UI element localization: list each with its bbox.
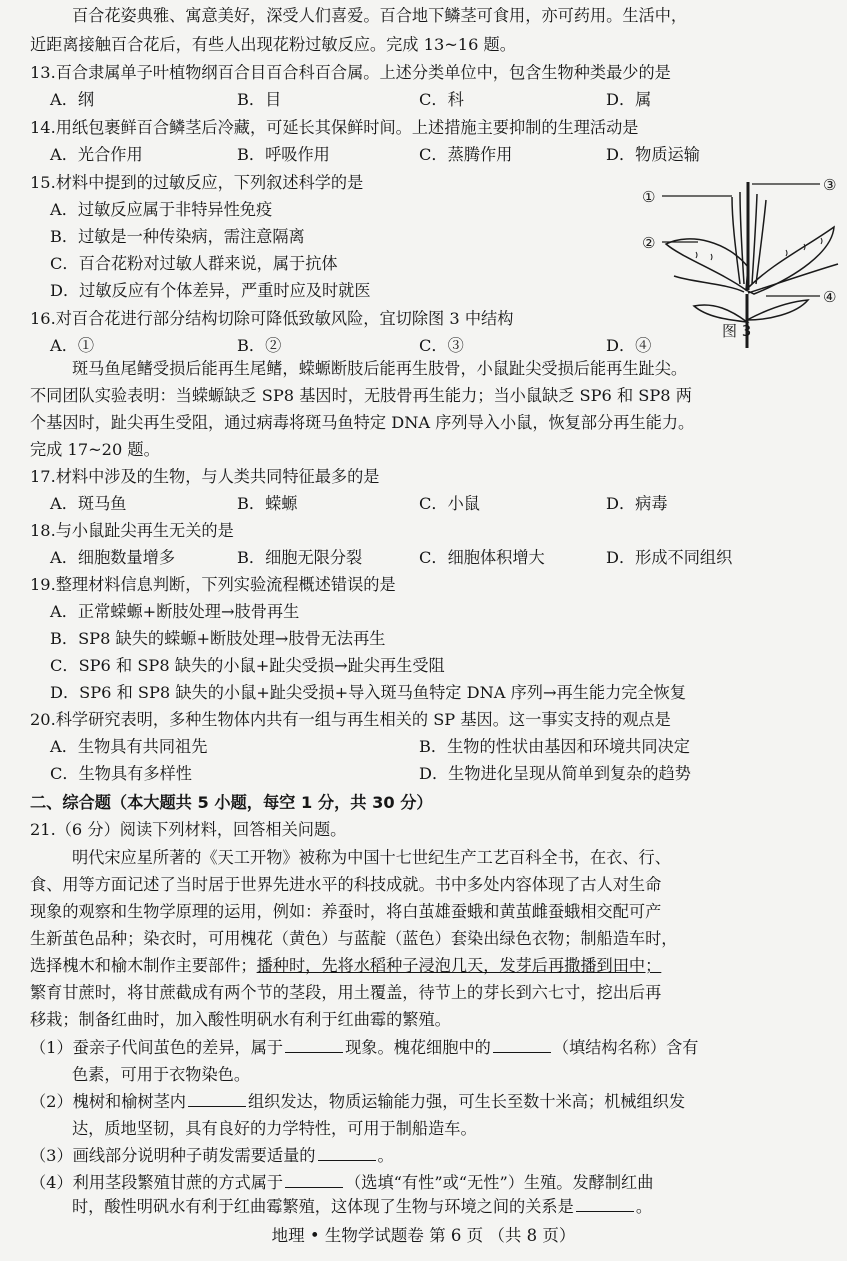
q20-option-d: D．生物进化呈现从简单到复杂的趋势: [419, 764, 691, 783]
q15-option-b: B．过敏是一种传染病，需注意隔离: [50, 227, 305, 246]
q17-option-a: A．斑马鱼: [50, 494, 127, 513]
q16-option-b: B．②: [237, 336, 282, 355]
q21-sub3-line1: [30, 1145, 394, 1167]
q21-material-line6: 繁育甘蔗时，将甘蔗截成有两个节的茎段，用土覆盖，待节上的芽长到六七寸，挖出后再: [30, 983, 662, 1002]
intro-regeneration-line2: 不同团队实验表明：当蝾螈缺乏 SP8 基因时，无肢骨再生能力；当小鼠缺乏 SP6 和 SP8 两: [30, 386, 692, 405]
q13-option-b: B．目: [237, 90, 282, 109]
q20-option-b: B．生物的性状由基因和环境共同决定: [419, 737, 690, 756]
q21-sub4-text-b: （选填“有性”或“无性”）生殖。发酵制红曲: [345, 1173, 654, 1192]
q21-sub4-text-a: （4）利用茎段繁殖甘蔗的方式属于: [30, 1173, 284, 1192]
q17-option-c: C．小鼠: [419, 494, 480, 513]
figure-label-2: ②: [642, 234, 656, 252]
q21-material-line5: [30, 955, 661, 977]
q21-sub4-line1: [30, 1172, 653, 1194]
q19-option-d: D．SP6 和 SP8 缺失的小鼠+趾尖受损+导入斑马鱼特定 DNA 序列→再生能力完全恢复: [50, 683, 687, 702]
q19-option-c: C．SP6 和 SP8 缺失的小鼠+趾尖受损→趾尖再生受阻: [50, 656, 445, 675]
q21-sub1-line2: 色素，可用于衣物染色。: [72, 1065, 251, 1084]
answer-blank-3[interactable]: [188, 1092, 246, 1107]
q18-option-d: D．形成不同组织: [606, 548, 733, 567]
q14-option-a: A．光合作用: [50, 145, 143, 164]
answer-blank-2[interactable]: [493, 1038, 551, 1053]
q15-option-a: A．过敏反应属于非特异性免疫: [50, 200, 273, 219]
q21-sub3-text-b: 。: [377, 1146, 394, 1165]
q21-underlined-sentence: 播种时，先将水稻种子浸泡几天，发芽后再撒播到田中；: [256, 956, 662, 975]
q20-option-c: C．生物具有多样性: [50, 764, 192, 783]
q21-sub4-text-c: 时，酸性明矾水有利于红曲霉繁殖，这体现了生物与环境之间的关系是: [72, 1197, 574, 1216]
q21-sub3-text-a: （3）画线部分说明种子萌发需要适量的: [30, 1146, 316, 1165]
q14-option-c: C．蒸腾作用: [419, 145, 513, 164]
q21-sub1-line1: [30, 1037, 699, 1059]
page-footer: 地理 • 生物学试题卷 第 6 页 （共 8 页）: [271, 1226, 576, 1245]
q21-material-line5-start: 选择槐木和榆木制作主要部件；: [30, 956, 257, 975]
q19-option-a: A．正常蝾螈+断肢处理→肢骨再生: [50, 602, 300, 621]
intro-lily-line1: 百合花姿典雅、寓意美好，深受人们喜爱。百合地下鳞茎可食用，亦可药用。生活中，: [72, 6, 688, 25]
intro-lily-line2: 近距离接触百合花后，有些人出现花粉过敏反应。完成 13~16 题。: [30, 35, 516, 54]
q20-option-a: A．生物具有共同祖先: [50, 737, 208, 756]
question-13-stem: 13.百合隶属单子叶植物纲百合目百合科百合属。上述分类单位中，包含生物种类最少的是: [30, 63, 671, 82]
figure-caption: 图 3: [722, 322, 752, 340]
q13-option-a: A．纲: [50, 90, 95, 109]
question-20-stem: 20.科学研究表明，多种生物体内共有一组与再生相关的 SP 基因。这一事实支持的观点是: [30, 710, 671, 729]
q21-sub4-text-d: 。: [635, 1197, 652, 1216]
q16-option-c: C．③: [419, 336, 464, 355]
intro-regeneration-line1: 斑马鱼尾鳍受损后能再生尾鳍，蝾螈断肢后能再生肢骨，小鼠趾尖受损后能再生趾尖。: [72, 359, 688, 378]
figure-label-1: ①: [642, 188, 656, 206]
q21-sub1-text-c: （填结构名称）含有: [552, 1038, 699, 1057]
q21-material-line1: 明代宋应星所著的《天工开物》被称为中国十七世纪生产工艺百科全书，在衣、行、: [72, 848, 671, 867]
q21-sub2-text-b: 组织发达，物质运输能力强，可生长至数十米高；机械组织发: [248, 1092, 686, 1111]
q21-sub2-line2: 达，质地坚韧，具有良好的力学特性，可用于制船造车。: [72, 1119, 477, 1138]
q18-option-a: A．细胞数量增多: [50, 548, 176, 567]
q21-sub4-line2: [72, 1196, 652, 1218]
q16-option-a: A．①: [50, 336, 95, 355]
q15-option-c: C．百合花粉对过敏人群来说，属于抗体: [50, 254, 338, 273]
q21-material-line4: 生新茧色品种；染衣时，可用槐花（黄色）与蓝靛（蓝色）套染出绿色衣物；制船造车时，: [30, 929, 678, 948]
question-19-stem: 19.整理材料信息判断，下列实验流程概述错误的是: [30, 575, 396, 594]
q17-option-b: B．蝾螈: [237, 494, 298, 513]
q21-material-line2: 食、用等方面记述了当时居于世界先进水平的科技成就。书中多处内容体现了古人对生命: [30, 875, 662, 894]
q14-option-b: B．呼吸作用: [237, 145, 330, 164]
q21-material-line3: 现象的观察和生物学原理的运用，例如：养蚕时，将白茧雄蚕蛾和黄茧雌蚕蛾相交配可产: [30, 902, 662, 921]
q13-option-d: D．属: [606, 90, 652, 109]
question-17-stem: 17.材料中涉及的生物，与人类共同特征最多的是: [30, 467, 380, 486]
question-14-stem: 14.用纸包裹鲜百合鳞茎后冷藏，可延长其保鲜时间。上述措施主要抑制的生理活动是: [30, 118, 639, 137]
intro-regeneration-line3: 个基因时，趾尖再生受阻，通过病毒将斑马鱼特定 DNA 序列导入小鼠，恢复部分再生能力。: [30, 413, 695, 432]
q16-option-d: D．④: [606, 336, 652, 355]
figure-label-4: ④: [823, 288, 837, 306]
question-16-stem: 16.对百合花进行部分结构切除可降低致敏风险，宜切除图 3 中结构: [30, 309, 514, 328]
question-15-stem: 15.材料中提到的过敏反应，下列叙述科学的是: [30, 173, 364, 192]
q13-option-c: C．科: [419, 90, 464, 109]
q18-option-b: B．细胞无限分裂: [237, 548, 363, 567]
q21-sub2-line1: [30, 1091, 685, 1113]
intro-regeneration-line4: 完成 17~20 题。: [30, 440, 160, 459]
q19-option-b: B．SP8 缺失的蝾螈+断肢处理→肢骨无法再生: [50, 629, 386, 648]
q18-option-c: C．细胞体积增大: [419, 548, 545, 567]
q21-sub1-text-b: 现象。槐花细胞中的: [345, 1038, 491, 1057]
question-18-stem: 18.与小鼠趾尖再生无关的是: [30, 521, 234, 540]
q15-option-d: D．过敏反应有个体差异，严重时应及时就医: [50, 281, 371, 300]
section-2-heading: 二、综合题（本大题共 5 小题，每空 1 分，共 30 分）: [30, 793, 433, 812]
answer-blank-6[interactable]: [576, 1197, 634, 1212]
q21-sub2-text-a: （2）槐树和榆树茎内: [30, 1092, 186, 1111]
q17-option-d: D．病毒: [606, 494, 668, 513]
figure-label-3: ③: [823, 176, 837, 194]
answer-blank-5[interactable]: [285, 1173, 343, 1188]
answer-blank-4[interactable]: [318, 1146, 376, 1161]
question-21-stem: 21.（6 分）阅读下列材料，回答相关问题。: [30, 820, 347, 839]
answer-blank-1[interactable]: [285, 1038, 343, 1053]
q21-material-line7: 移栽；制备红曲时，加入酸性明矾水有利于红曲霉的繁殖。: [30, 1010, 451, 1029]
q21-sub1-text-a: （1）蚕亲子代间茧色的差异，属于: [30, 1038, 284, 1057]
q14-option-d: D．物质运输: [606, 145, 700, 164]
